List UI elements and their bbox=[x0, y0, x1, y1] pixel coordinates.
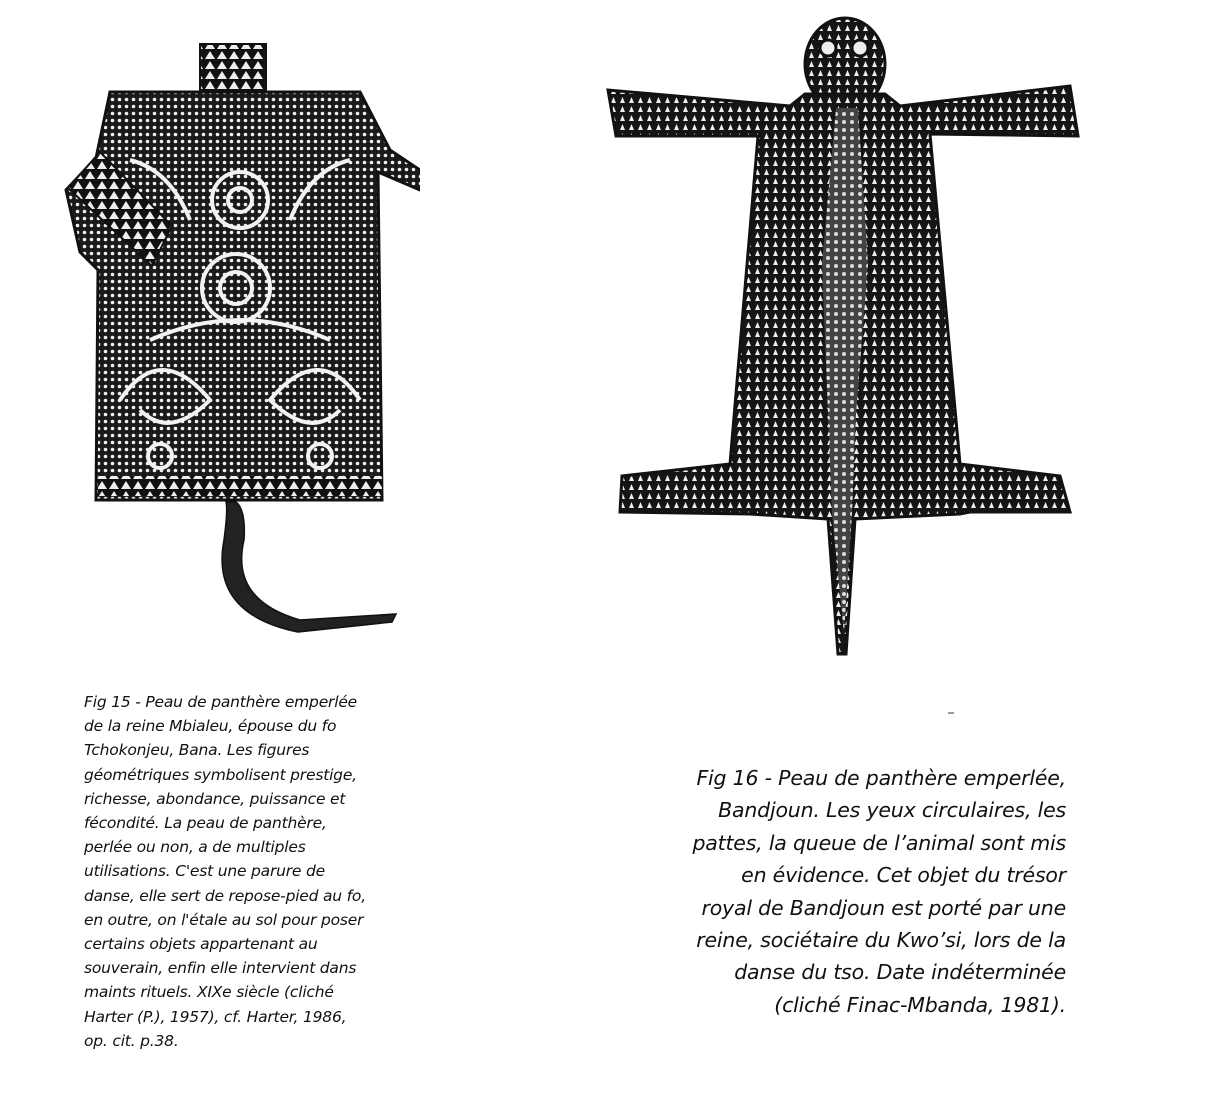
fig15-caption-line: certains objets appartenant au bbox=[84, 935, 318, 954]
fig16-caption-line: royal de Bandjoun est porté par une bbox=[701, 895, 1066, 920]
fig16-caption bbox=[620, 762, 1066, 1021]
scan-speck bbox=[948, 712, 954, 714]
fig15-caption-line: Tchokonjeu, Bana. Les figures bbox=[84, 741, 310, 760]
fig16-caption-line: Fig 16 - Peau de panthère emperlée, bbox=[696, 766, 1066, 790]
fig16-beaded-panther-skin-illustration bbox=[600, 14, 1090, 664]
fig15-caption-line: perlée ou non, a de multiples bbox=[84, 838, 306, 857]
fig15-caption-line: en outre, on l'étale au sol pour poser bbox=[84, 910, 364, 929]
fig16-caption-line: (cliché Finac-Mbanda, 1981). bbox=[774, 992, 1066, 1017]
fig15-caption-line: souverain, enfin elle intervient dans bbox=[84, 959, 357, 978]
fig15-caption-line: op. cit. p.38. bbox=[84, 1031, 179, 1050]
fig15-caption-line: Harter (P.), 1957), cf. Harter, 1986, bbox=[84, 1007, 347, 1026]
fig15-caption-line: danse, elle sert de repose-pied au fo, bbox=[84, 886, 366, 905]
fig15-beaded-panther-skin-illustration bbox=[60, 40, 420, 640]
fig16-caption-line: en évidence. Cet objet du trésor bbox=[741, 863, 1066, 888]
fig16-caption-line: reine, sociétaire du Kwo’si, lors de la bbox=[696, 928, 1066, 953]
fig15-caption-line: Fig 15 - Peau de panthère emperlée bbox=[84, 693, 357, 711]
fig16-caption-line: danse du tso. Date indéterminée bbox=[734, 960, 1066, 985]
fig16-caption-line: pattes, la queue de l’animal sont mis bbox=[692, 830, 1066, 855]
fig15-caption-line: utilisations. C'est une parure de bbox=[84, 862, 325, 881]
fig15-caption-line: maints rituels. XIXe siècle (cliché bbox=[84, 983, 334, 1002]
fig15-caption-line: de la reine Mbialeu, épouse du fo bbox=[84, 717, 337, 736]
fig16-caption-line: Bandjoun. Les yeux circulaires, les bbox=[718, 798, 1066, 823]
fig15-caption bbox=[84, 690, 424, 1053]
fig15-caption-line: fécondité. La peau de panthère, bbox=[84, 814, 327, 833]
fig15-caption-line: richesse, abondance, puissance et bbox=[84, 789, 346, 808]
fig15-caption-line: géométriques symbolisent prestige, bbox=[84, 765, 357, 784]
